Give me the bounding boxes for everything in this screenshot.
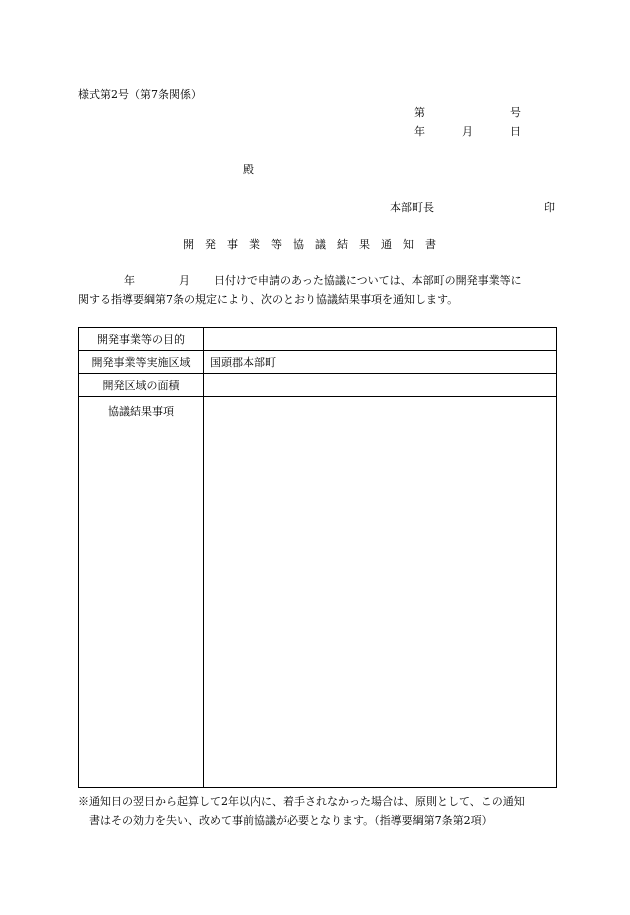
consultation-results-label: 協議結果事項 (79, 397, 204, 788)
table-row (79, 328, 557, 351)
area-size-label: 開発区域の面積 (79, 374, 204, 397)
area-location-value: 国頭郡本部町 (204, 351, 557, 374)
body-year-label: 年 (124, 274, 135, 287)
date-month-label: 月 (462, 125, 473, 138)
form-number: 様式第2号（第7条関係） (78, 88, 202, 101)
document-number-label: 第 (414, 106, 425, 119)
body-line-1: 日付けで申請のあった協議については、本部町の開発事業等に (214, 274, 522, 287)
body-paragraph (78, 271, 560, 309)
footnote-line-2: 書はその効力を失い、改めて事前協議が必要となります。（指導要綱第7条第2項） (89, 814, 493, 827)
seal-mark: 印 (544, 201, 555, 214)
body-line-2: 関する指導要綱第7条の規定により、次のとおり協議結果事項を通知します。 (78, 293, 459, 306)
consultation-results-value (204, 397, 557, 788)
footnote (78, 792, 562, 830)
document-title: 開発事業等協議結果通知書 (183, 238, 447, 251)
document-number-suffix: 号 (510, 106, 521, 119)
purpose-value (204, 328, 557, 351)
purpose-label: 開発事業等の目的 (79, 328, 204, 351)
area-location-label: 開発事業等実施区域 (79, 351, 204, 374)
date-year-label: 年 (414, 125, 425, 138)
result-table (78, 327, 557, 788)
area-size-value (204, 374, 557, 397)
body-month-label: 月 (179, 274, 190, 287)
date-day-label: 日 (510, 125, 521, 138)
table-row (79, 351, 557, 374)
table-row (79, 374, 557, 397)
footnote-line-1: ※通知日の翌日から起算して2年以内に、着手されなかった場合は、原則として、この通知 (78, 795, 525, 808)
addressee-honorific: 殿 (243, 163, 254, 176)
table-row (79, 397, 557, 788)
issuer-mayor: 本部町長 (390, 201, 434, 214)
